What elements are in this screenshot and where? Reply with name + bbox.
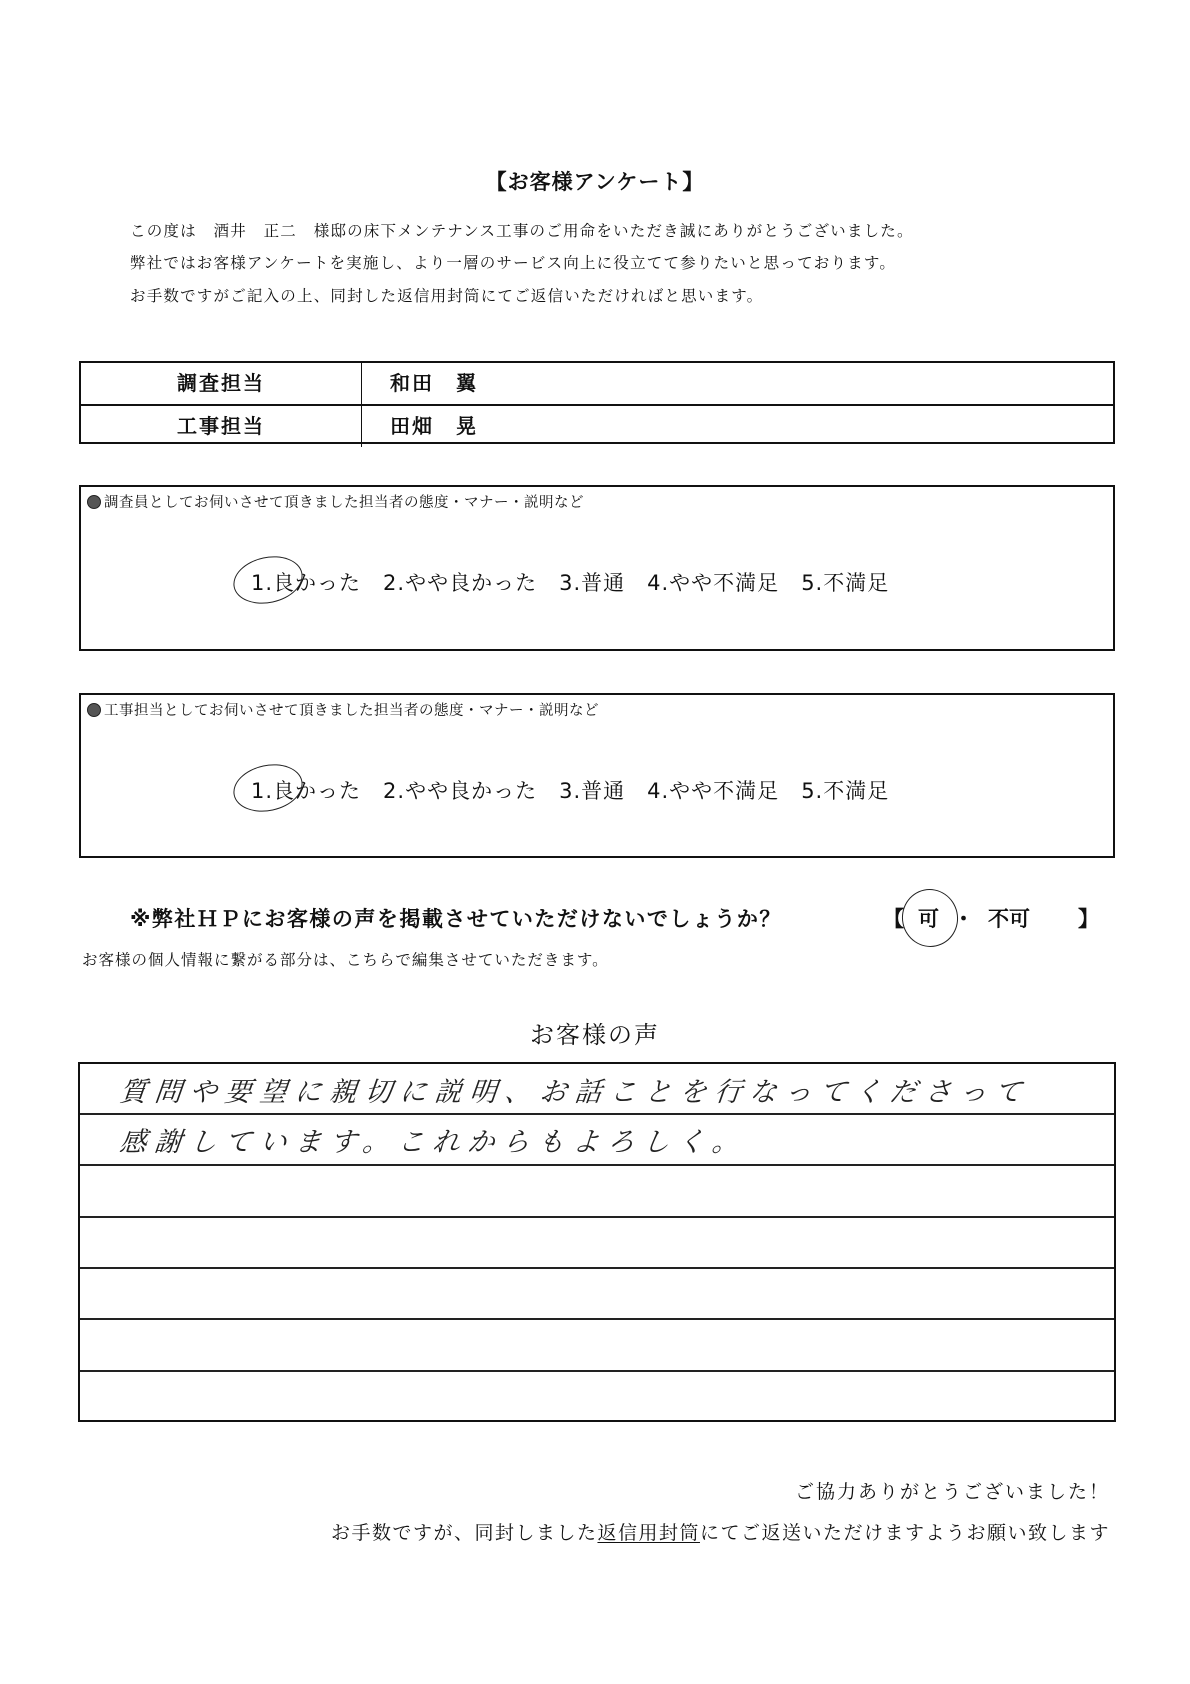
ruled-line	[80, 1164, 1114, 1166]
intro-line-2: 弊社ではお客様アンケートを実施し、より一層のサービス向上に役立てて参りたいと思っております。	[130, 254, 897, 272]
staff-value: 田畑 晃	[390, 414, 478, 438]
rating-question-text: 調査員としてお伺いさせて頂きました担当者の態度・マナー・説明など	[104, 495, 584, 511]
handwritten-line-2: 感謝しています。これからもよろしく。	[118, 1127, 749, 1158]
rating-option-3[interactable]: 3.普通	[559, 571, 626, 595]
ruled-line	[80, 1318, 1114, 1320]
staff-table	[79, 361, 1115, 444]
return-instructions: お手数ですが、同封しました返信用封筒にてご返送いただけますようお願い致します	[330, 1522, 1110, 1544]
ruled-line	[80, 1370, 1114, 1372]
rating-question	[87, 699, 599, 720]
handwritten-line-1: 質問や要望に親切に説明、お話ことを行なってくださって	[118, 1077, 1032, 1108]
staff-label: 調査担当	[81, 363, 362, 404]
ruled-line	[80, 1267, 1114, 1269]
rating-option-2[interactable]: 2.やや良かった	[383, 779, 538, 803]
thanks-message: ご協力ありがとうございました！	[794, 1481, 1110, 1503]
hp-option-yes[interactable]: 可	[918, 903, 939, 933]
rating-options	[251, 775, 889, 805]
close-bracket: 】	[1078, 907, 1099, 931]
staff-label: 工事担当	[81, 406, 362, 447]
bullet-icon	[87, 495, 101, 509]
hp-consent-choices	[883, 903, 1099, 933]
intro-line-3: お手数ですがご記入の上、同封した返信用封筒にてご返信いただければと思います。	[130, 287, 764, 305]
rating-option-3[interactable]: 3.普通	[559, 779, 626, 803]
rating-option-2[interactable]: 2.やや良かった	[383, 571, 538, 595]
rating-option-1[interactable]: 1.良かった	[251, 775, 361, 805]
rating-option-5[interactable]: 5.不満足	[801, 779, 890, 803]
hp-consent-question: ※弊社ＨＰにお客様の声を掲載させていただけないでしょうか？	[130, 907, 782, 931]
rating-option-5[interactable]: 5.不満足	[801, 571, 890, 595]
rating-box-contractor	[79, 693, 1115, 858]
rating-option-4[interactable]: 4.やや不満足	[647, 779, 780, 803]
rating-question-text: 工事担当としてお伺いさせて頂きました担当者の態度・マナー・説明など	[104, 703, 599, 719]
ruled-line	[80, 1113, 1114, 1115]
hp-option-no[interactable]: 不可	[988, 907, 1030, 931]
staff-row-construction	[81, 404, 1113, 447]
customer-voice-box[interactable]	[78, 1062, 1116, 1422]
rating-option-1[interactable]: 1.良かった	[251, 567, 361, 597]
staff-value: 和田 翼	[390, 371, 478, 395]
rating-option-4[interactable]: 4.やや不満足	[647, 571, 780, 595]
ruled-line	[80, 1216, 1114, 1218]
page-title: 【お客様アンケート】	[485, 170, 705, 194]
rating-question	[87, 491, 584, 512]
rating-box-surveyor	[79, 485, 1115, 651]
return-envelope-text: 返信用封筒	[597, 1522, 700, 1544]
bullet-icon	[87, 703, 101, 717]
staff-row-survey	[81, 363, 1113, 404]
open-bracket: 【	[883, 907, 904, 931]
voice-section-title: お客様の声	[530, 1021, 660, 1049]
intro-line-1: この度は 酒井 正二 様邸の床下メンテナンス工事のご用命をいただき誠にありがとうございました。	[130, 222, 914, 240]
rating-options	[251, 567, 889, 597]
separator: ・	[953, 907, 974, 931]
privacy-note: お客様の個人情報に繋がる部分は、こちらで編集させていただきます。	[82, 951, 609, 969]
